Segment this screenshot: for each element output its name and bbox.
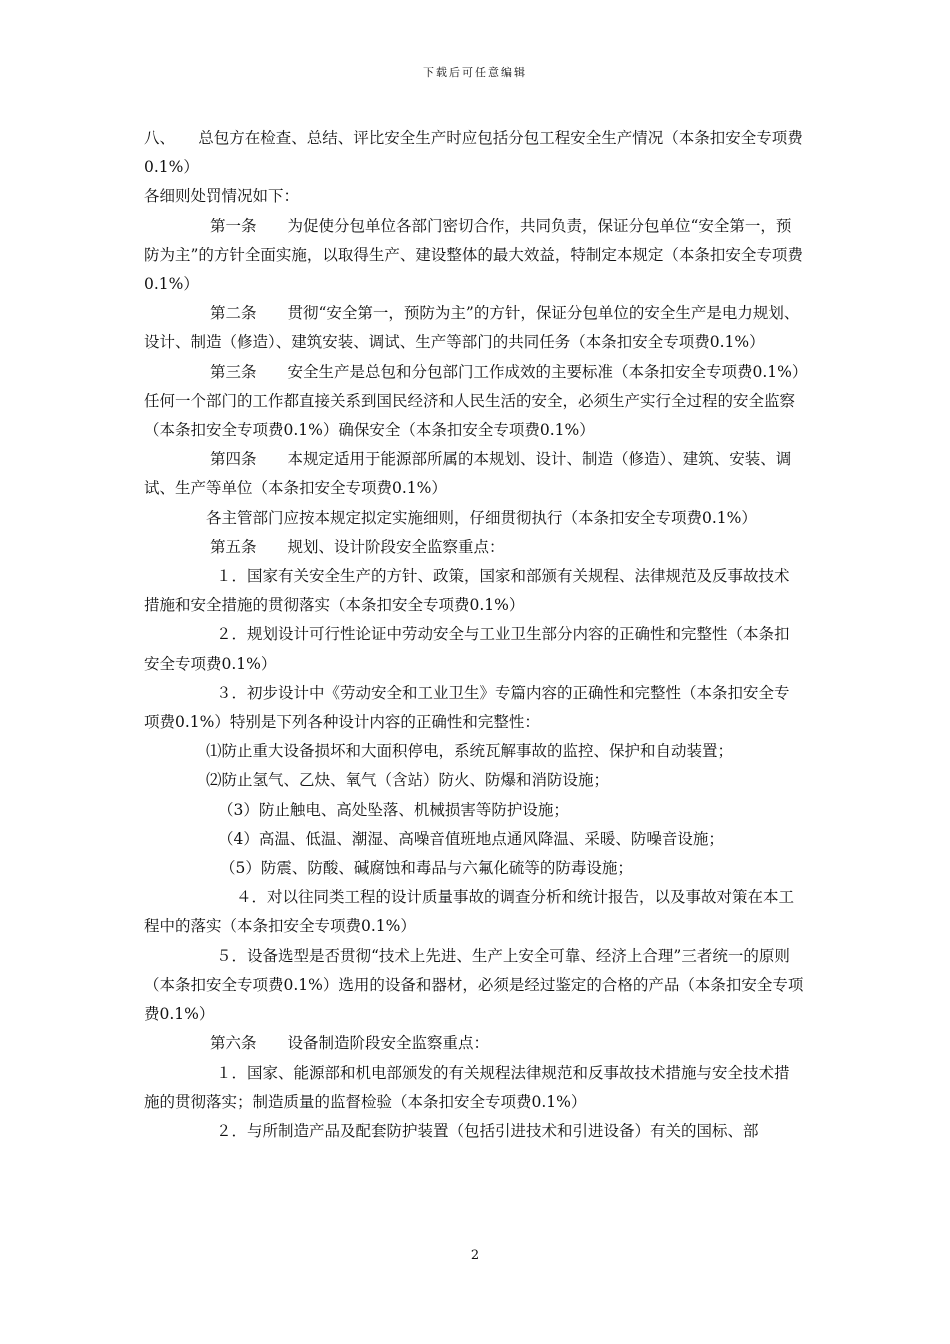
paragraph-item-5-5: ５．设备选型是否贯彻“技术上先进、生产上安全可靠、经济上合理”三者统一的原则（本条扣安全专项费0.1%）选用的设备和器材，必须是经过鉴定的合格的产品（本条扣安全专项费0.1%） [144,946,804,1024]
paragraph-article-6: 第六条 设备制造阶段安全监察重点： [210,1034,490,1053]
page-number: 2 [470,1248,480,1263]
paragraph-article-3: 第三条 安全生产是总包和分包部门工作成效的主要标准（本条扣安全专项费0.1%）任何一个部门的工作都直接关系到国民经济和人民生活的安全，必须生产实行全过程的安全监察（本条扣安全专项费0.1%）确保安全（本条扣安全专项费0.1%） [144,362,800,440]
paragraph-penalty-intro: 各细则处罚情况如下： [144,187,300,206]
paragraph-item-6-1: １．国家、能源部和机电部颁发的有关规程法律规范和反事故技术措施与安全技术措施的贯彻落实；制造质量的监督检验（本条扣安全专项费0.1%） [144,1063,790,1111]
paragraph-article-5: 第五条 规划、设计阶段安全监察重点： [210,537,505,556]
paragraph-item-5-2: ２．规划设计可行性论证中劳动安全与工业卫生部分内容的正确性和完整性（本条扣安全专项费0.1%） [144,625,790,673]
paragraph-article-4: 第四条 本规定适用于能源部所属的本规划、设计、制造（修造）、建筑、安装、调试、生产等单位（本条扣安全专项费0.1%） [144,450,792,498]
paragraph-subitem-2: ⑵防止氢气、乙炔、氧气（含站）防火、防爆和消防设施； [206,771,610,790]
paragraph-section-eight: 八、 总包方在检查、总结、评比安全生产时应包括分包工程安全生产情况（本条扣安全专项费0.1%） [144,129,803,177]
paragraph-subitem-5: （5）防震、防酸、碱腐蚀和毒品与六氟化硫等的防毒设施； [220,859,633,878]
paragraph-subitem-3: （3）防止触电、高处坠落、机械损害等防护设施； [218,800,569,819]
paragraph-implementation-rules: 各主管部门应按本规定拟定实施细则，仔细贯彻执行（本条扣安全专项费0.1%） [206,508,757,527]
page-header: 下载后可任意编辑 [423,66,527,79]
paragraph-article-1: 第一条 为促使分包单位各部门密切合作，共同负责，保证分包单位“安全第一，预防为主”的方针全面实施，以取得生产、建设整体的最大效益，特制定本规定（本条扣安全专项费0.1%） [144,216,803,294]
paragraph-item-5-4: ４．对以往同类工程的设计质量事故的调查分析和统计报告，以及事故对策在本工程中的落实（本条扣安全专项费0.1%） [144,888,795,936]
document-body [144,124,804,1146]
paragraph-subitem-4: （4）高温、低温、潮湿、高噪音值班地点通风降温、采暖、防噪音设施； [218,829,724,848]
paragraph-article-2: 第二条 贯彻“安全第一，预防为主”的方针，保证分包单位的安全生产是电力规划、设计、制造（修造）、建筑安装、调试、生产等部门的共同任务（本条扣安全专项费0.1%） [144,304,800,352]
paragraph-item-5-1: １．国家有关安全生产的方针、政策，国家和部颁有关规程、法律规范及反事故技术措施和安全措施的贯彻落实（本条扣安全专项费0.1%） [144,567,790,615]
paragraph-item-5-3: ３．初步设计中《劳动安全和工业卫生》专篇内容的正确性和完整性（本条扣安全专项费0.1%）特别是下列各种设计内容的正确性和完整性： [144,683,790,732]
paragraph-subitem-1: ⑴防止重大设备损坏和大面积停电，系统瓦解事故的监控、保护和自动装置； [206,742,734,761]
paragraph-item-6-2: ２．与所制造产品及配套防护装置（包括引进技术和引进设备）有关的国标、部 [216,1121,759,1140]
